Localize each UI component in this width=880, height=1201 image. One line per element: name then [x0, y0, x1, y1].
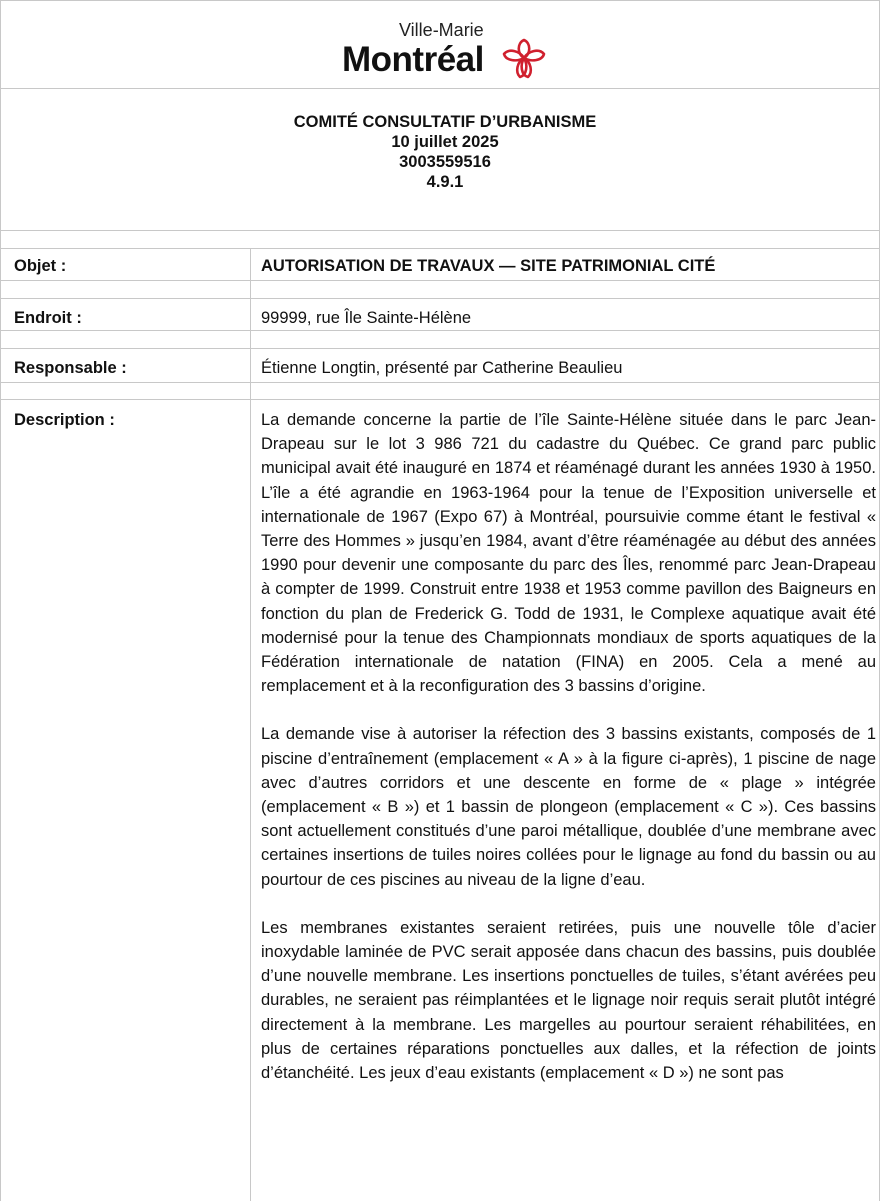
description-paragraph: La demande vise à autoriser la réfection des 3 bassins existants, composés de 1 piscine d’entraînement (emplacement « A » à la figure ci-après), 1 piscine de nage avec d’autres corridors et une descente en forme de « plage » intégrée (emplacement « B ») et 1 bassin de plongeon (emplacement « C »). Ces bassins sont actuellement constitués d’une paroi métallique, doublée d’une membrane avec certaines insertions de tuiles noires collées pour le lignage au fond du bassin ou au pourtour de ces piscines au niveau de la ligne d’eau.	[261, 725, 876, 889]
responsable-label: Responsable :	[14, 359, 127, 377]
committee-title: COMITÉ CONSULTATIF D’URBANISME	[293, 113, 597, 131]
rule-logo-bottom	[0, 88, 880, 89]
description-body	[261, 408, 876, 1109]
item-number: 4.9.1	[426, 173, 464, 191]
description-label: Description :	[14, 411, 115, 429]
rule-objet-bottom	[0, 280, 880, 281]
rule-spacer	[0, 298, 880, 299]
rule-spacer	[0, 348, 880, 349]
logo-name: Montréal	[342, 40, 484, 79]
file-number: 3003559516	[399, 153, 491, 171]
endroit-label: Endroit :	[14, 309, 82, 327]
responsable-value: Étienne Longtin, présenté par Catherine Beaulieu	[261, 359, 623, 377]
objet-label: Objet :	[14, 257, 67, 275]
document-header	[0, 112, 880, 192]
rule-top	[0, 0, 880, 1]
rule-responsable-bottom	[0, 382, 880, 383]
rule-endroit-bottom	[0, 330, 880, 331]
rule-column	[250, 248, 251, 1201]
logo-subtitle: Ville-Marie	[399, 20, 484, 40]
endroit-value: 99999, rue Île Sainte-Hélène	[261, 309, 472, 327]
rule-spacer	[0, 248, 880, 249]
meeting-date: 10 juillet 2025	[391, 133, 499, 151]
montreal-flower-icon	[500, 37, 548, 79]
description-paragraph: La demande concerne la partie de l’île Sainte-Hélène située dans le parc Jean-Drapeau sur le lot 3 986 721 du cadastre du Québec. Ce grand parc public municipal avait été inauguré en 1874 et réaménagé durant les années 1930 à 1950. L’île a été agrandie en 1963-1964 pour la tenue de l’Exposition universelle et internationale de 1967 (Expo 67) à Montréal, poursuivie comme étant le festival « Terre des Hommes » jusqu’en 1984, avant d’être réaménagée au début des années 1990 pour devenir une composante du parc des Îles, renommé parc Jean-Drapeau à compter de 1999. Construit entre 1938 et 1953 comme pavillon des Baigneurs en fonction du plan de Frederick G. Todd de 1931, le Complexe aquatique avait été modernisé pour la tenue des Championnats mondiaux de sports aquatiques de la Fédération internationale de natation (FINA) en 2005. Cela a mené au remplacement et à la reconfiguration des 3 bassins d’origine.	[261, 411, 876, 696]
rule-header-bottom	[0, 230, 880, 231]
objet-value: AUTORISATION DE TRAVAUX — SITE PATRIMONIAL CITÉ	[261, 257, 716, 275]
description-paragraph: Les membranes existantes seraient retirées, puis une nouvelle tôle d’acier inoxydable laminée de PVC serait apposée dans chacun des bassins, puis doublée d’une nouvelle membrane. Les insertions ponctuelles de tuiles, s’étant avérées peu durables, ne seraient pas réimplantées et le lignage noir requis serait plutôt intégré directement à la membrane. Les margelles au pourtour seraient réhabilitées, en plus de certaines réparations ponctuelles aux dalles, et la réfection de joints d’étanchéité. Les jeux d’eau existants (emplacement « D ») ne sont pas	[261, 918, 876, 1083]
rule-spacer	[0, 399, 880, 400]
